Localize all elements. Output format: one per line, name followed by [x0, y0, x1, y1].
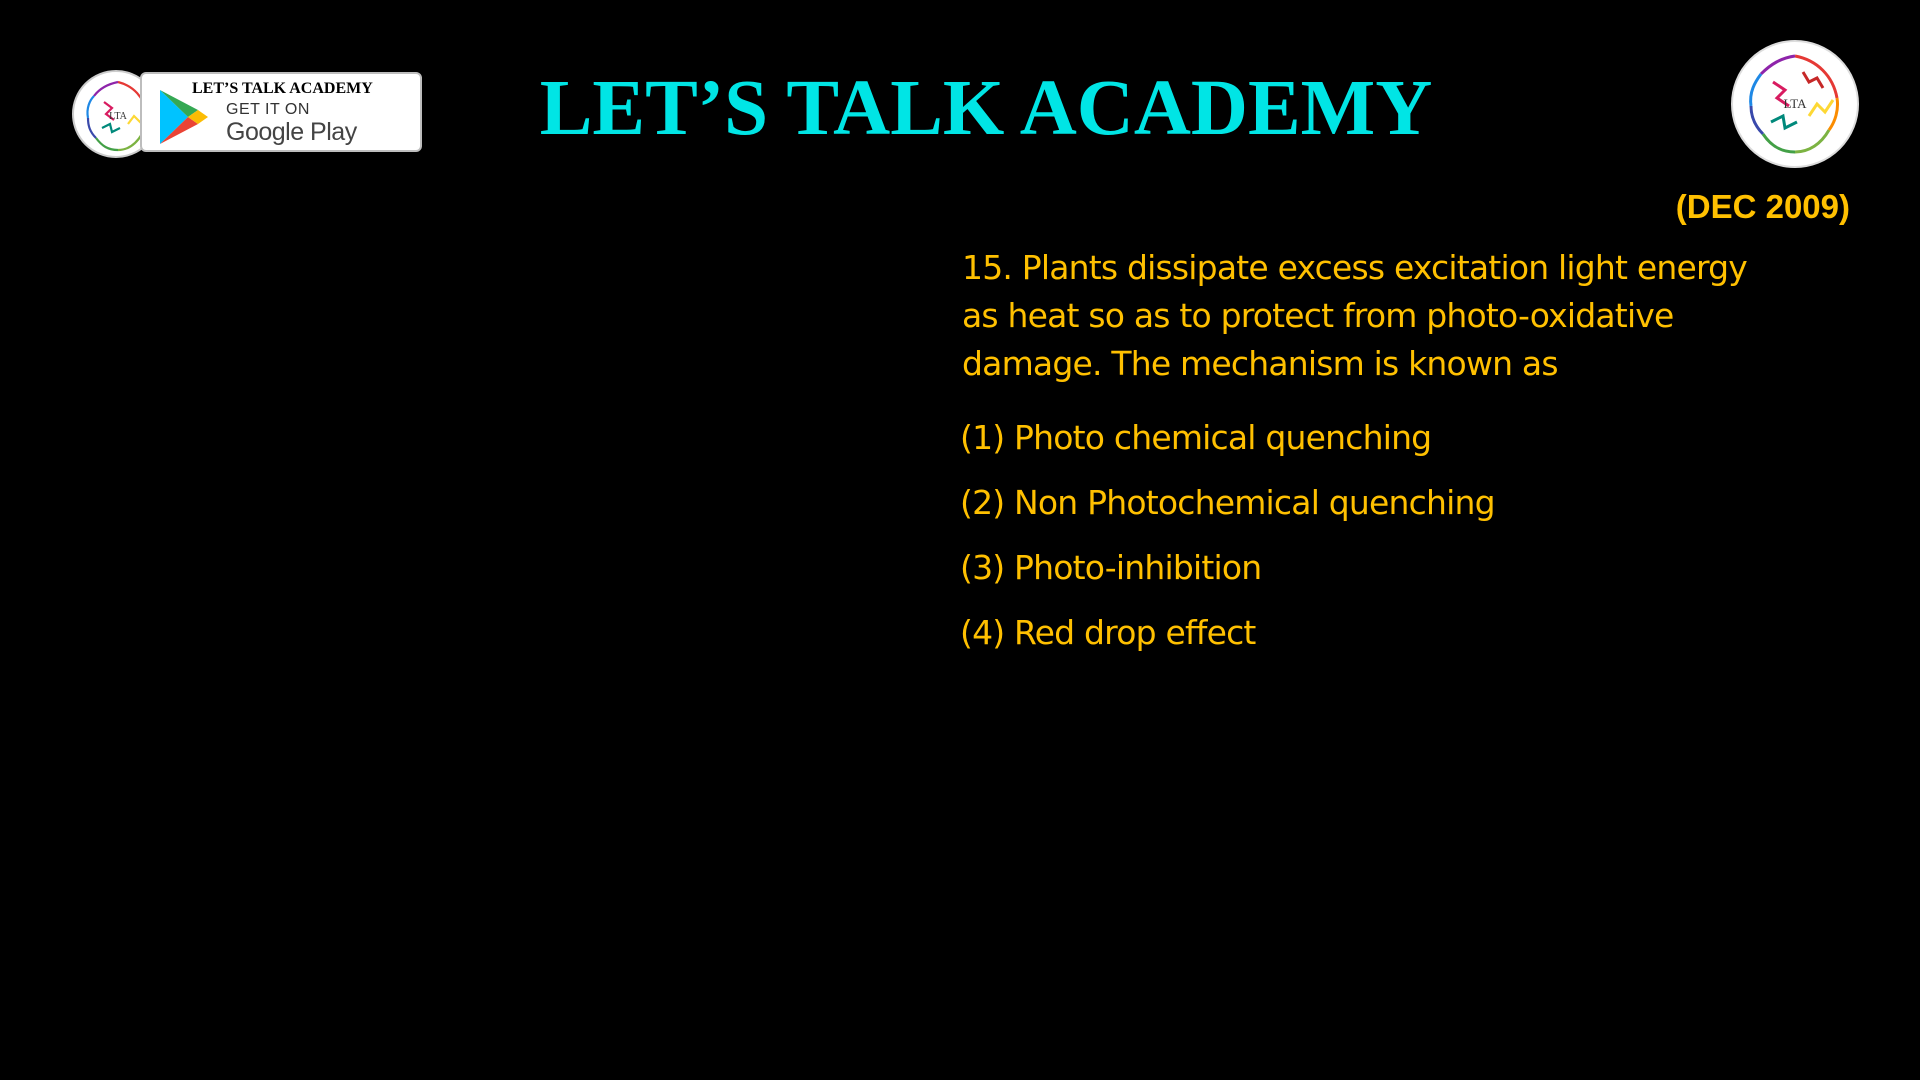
- page-title: LET’S TALK ACADEMY: [539, 65, 1433, 152]
- svg-text:LTA: LTA: [109, 111, 127, 122]
- lta-logo-text: LTA: [1783, 96, 1807, 111]
- option-4: (4) Red drop effect: [960, 613, 1256, 652]
- badge-academy-name: LET’S TALK ACADEMY: [192, 80, 373, 97]
- badge-get-it-on: GET IT ON: [226, 101, 310, 118]
- option-3: (3) Photo-inhibition: [960, 548, 1262, 587]
- lta-logo-icon: [1731, 40, 1859, 168]
- options-list: [960, 414, 1495, 674]
- question-text: 15. Plants dissipate excess excitation light energy as heat so as to protect from photo-oxidative damage. The mechanism is known as: [962, 248, 1748, 383]
- option-1: (1) Photo chemical quenching: [960, 418, 1432, 457]
- badge-store-name: Google Play: [226, 118, 357, 146]
- option-2: (2) Non Photochemical quenching: [960, 483, 1495, 522]
- exam-date-label: (DEC 2009): [1675, 188, 1850, 225]
